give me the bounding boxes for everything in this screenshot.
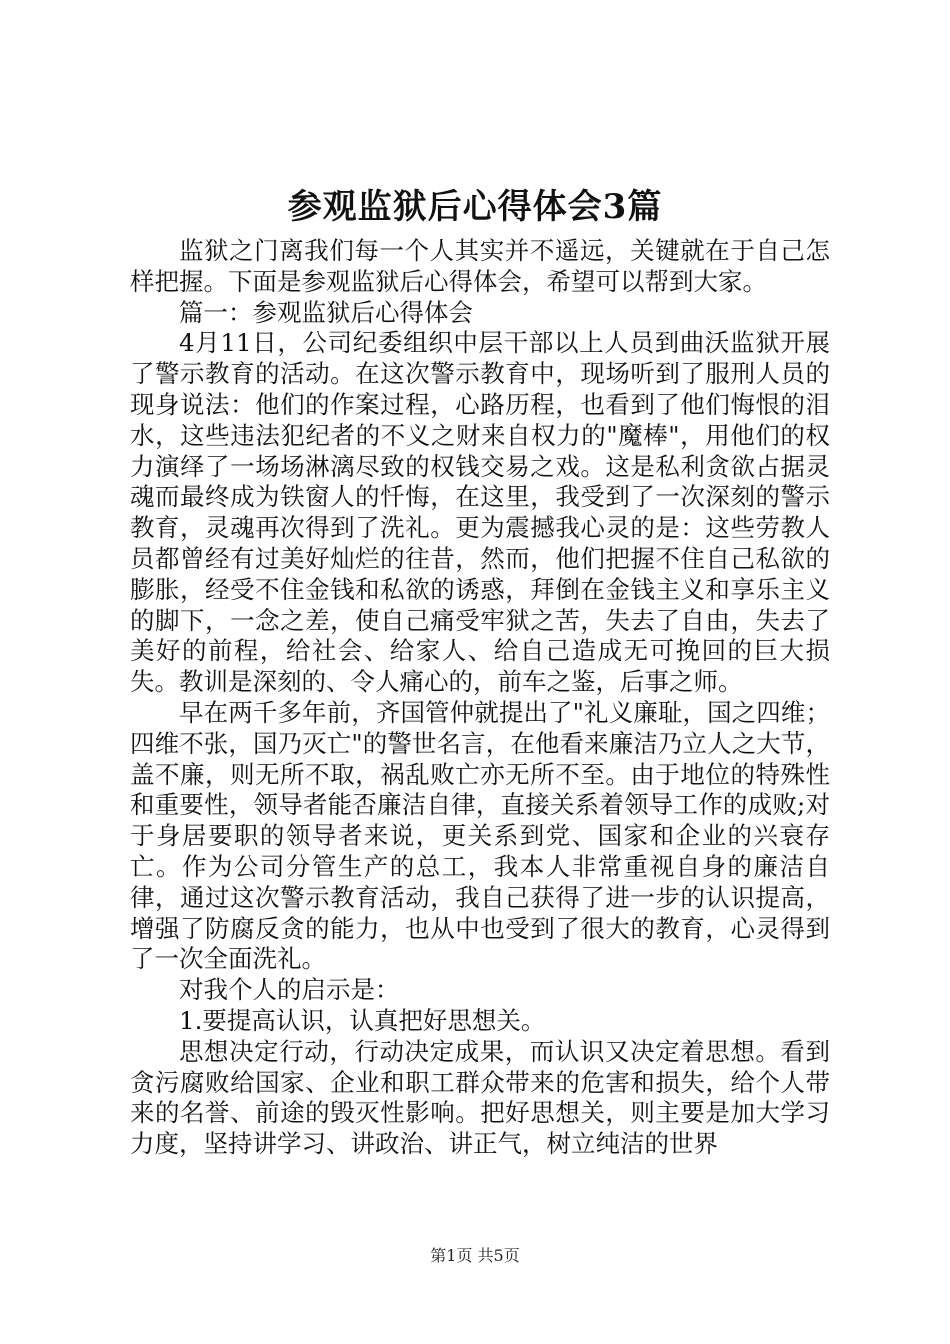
- paragraph-guanzhong: 早在两千多年前，齐国管仲就提出了"礼义廉耻，国之四维；四维不张，国乃灭亡"的警世名言，在他看来廉洁乃立人之大节，盖不廉，则无所不取，祸乱败亡亦无所不至。由于地位的特殊性和重要性，领导者能否廉洁自律，直接关系着领导工作的成败;对于身居要职的领导者来说，更关系到党、国家和企业的兴衰存亡。作为公司分管生产的总工，我本人非常重视自身的廉洁自律，通过这次警示教育活动，我自己获得了进一步的认识提高，增强了防腐反贪的能力，也从中也受到了很大的教育，心灵得到了一次全面洗礼。: [130, 697, 830, 974]
- page-footer: 第1页 共5页: [430, 1246, 520, 1265]
- paragraph-insights-lead: 对我个人的启示是：: [179, 975, 400, 1005]
- paragraph-thought: 思想决定行动，行动决定成果，而认识又决定着思想。看到贪污腐败给国家、企业和职工群众带来的危害和损失，给个人带来的名誉、前途的毁灭性影响。把好思想关，则主要是加大学习力度，坚持讲学习、讲政治、讲正气，树立纯洁的世界: [130, 1036, 830, 1159]
- paragraph-section-heading: 篇一：参观监狱后心得体会: [179, 297, 473, 327]
- document-title: 参观监狱后心得体会3篇: [287, 187, 663, 227]
- document-body: [130, 236, 830, 1160]
- paragraph-visit: 4月11日，公司纪委组织中层干部以上人员到曲沃监狱开展了警示教育的活动。在这次警示教育中，现场听到了服刑人员的现身说法：他们的作案过程，心路历程，也看到了他们悔恨的泪水，这些违法犯纪者的不义之财来自权力的"魔棒"，用他们的权力演绎了一场场淋漓尽致的权钱交易之戏。这是私利贪欲占据灵魂而最终成为铁窗人的忏悔，在这里，我受到了一次深刻的警示教育，灵魂再次得到了洗礼。更为震撼我心灵的是：这些劳教人员都曾经有过美好灿烂的往昔，然而，他们把握不住自己私欲的膨胀，经受不住金钱和私欲的诱惑，拜倒在金钱主义和享乐主义的脚下，一念之差，使自己痛受牢狱之苦，失去了自由，失去了美好的前程，给社会、给家人、给自己造成无可挽回的巨大损失。教训是深刻的、令人痛心的，前车之鉴，后事之师。: [130, 328, 830, 697]
- paragraph-intro: 监狱之门离我们每一个人其实并不遥远，关键就在于自己怎样把握。下面是参观监狱后心得体会，希望可以帮到大家。: [130, 236, 830, 296]
- paragraph-point-one: 1.要提高认识，认真把好思想关。: [179, 1005, 546, 1035]
